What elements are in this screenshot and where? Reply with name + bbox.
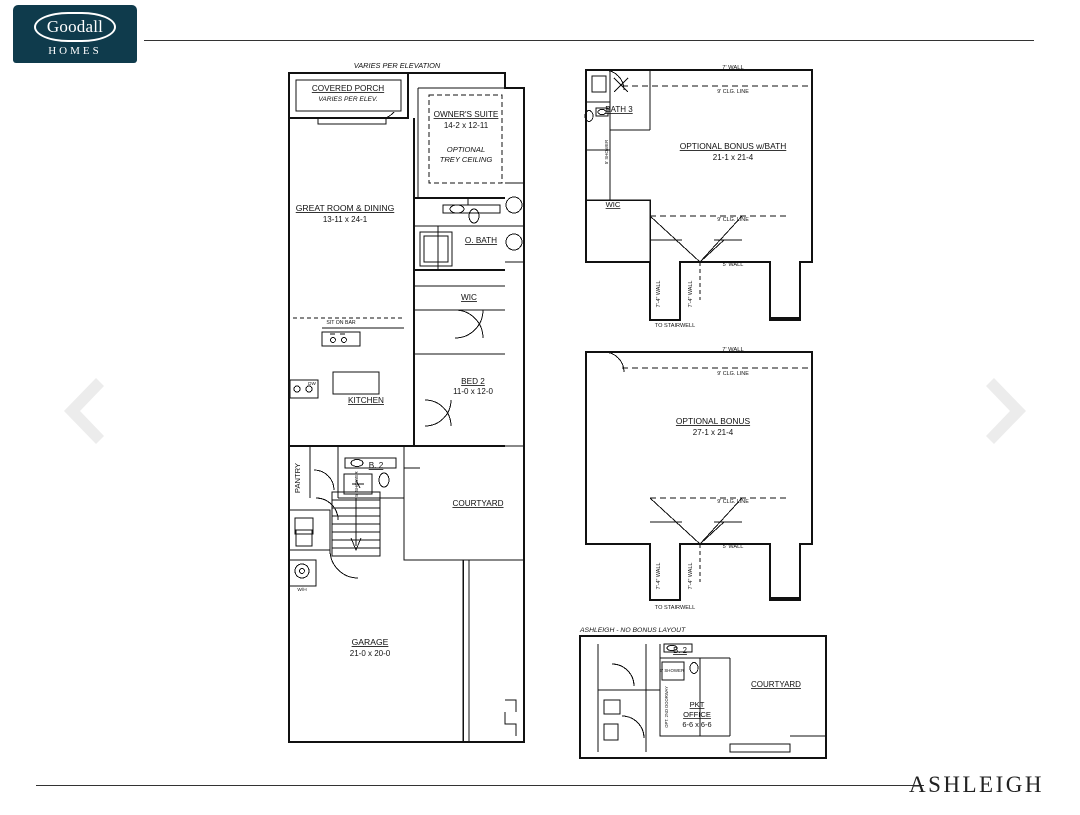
plan-title: ASHLEIGH	[909, 772, 1044, 797]
label-bonus-to-stairwell: TO STAIRWELL	[654, 605, 696, 611]
label-bonus-bath-to-stairwell: TO STAIRWELL	[654, 323, 696, 329]
label-shower-bath3: 5' SHOWER	[604, 139, 609, 165]
label-optional-bonus-with-bath: OPTIONAL BONUS w/BATH	[679, 141, 787, 151]
label-bonus-clg-9b: 9' CLG. LINE	[717, 499, 749, 505]
label-covered-porch: COVERED PORCH	[311, 84, 385, 93]
label-courtyard-main: COURTYARD	[452, 499, 504, 508]
label-wic-main: WIC	[461, 293, 477, 302]
label-bed-2-dims: 11-0 x 12-0	[453, 387, 493, 396]
label-bonus-bath-wall-5: 5' WALL	[722, 262, 744, 268]
label-sit-on-bar: SIT ON BAR	[326, 320, 356, 326]
label-owners-suite-dims: 14-2 x 12-11	[443, 121, 489, 130]
label-great-room: GREAT ROOM & DINING	[295, 203, 395, 213]
label-shower-main: 5' SHOWER	[354, 471, 359, 497]
label-bath-2-no-bonus: B. 2	[673, 646, 687, 655]
label-shower-no-bonus: 5' SHOWER	[659, 668, 685, 673]
label-pkt-office-dims: 6-6 x 6-6	[682, 720, 712, 729]
label-bath-3: BATH 3	[605, 105, 633, 114]
label-garage: GARAGE	[351, 637, 389, 647]
label-optional-bonus: OPTIONAL BONUS	[675, 416, 751, 426]
label-garage-dims: 21-0 x 20-0	[349, 649, 391, 658]
label-office: OFFICE	[683, 710, 711, 719]
label-wic-bonus: WIC	[605, 200, 621, 209]
label-dw: DW	[308, 381, 316, 386]
label-bed-2: BED 2	[461, 377, 485, 386]
label-optional-trey-1: OPTIONAL	[446, 145, 486, 154]
label-kitchen: KITCHEN	[348, 396, 384, 405]
brand-subtitle: HOMES	[48, 44, 102, 57]
label-opt-2nd-doorway: OPT. 2ND DOORWAY	[664, 686, 669, 728]
label-bonus-wall-7: 7' WALL	[722, 347, 744, 353]
label-bath-2-main: B. 2	[368, 461, 384, 470]
label-bonus-bath-clg-9b: 9' CLG. LINE	[717, 217, 749, 223]
label-covered-porch-dims: VARIES PER ELEV.	[318, 96, 378, 103]
label-courtyard-no-bonus: COURTYARD	[751, 680, 801, 689]
label-optional-bonus-with-bath-dims: 21-1 x 21-4	[712, 153, 754, 162]
label-owners-suite: OWNER'S SUITE	[433, 110, 499, 119]
label-bonus-wall-74-right: 7'-4" WALL	[688, 562, 694, 590]
label-great-room-dims: 13-11 x 24-1	[322, 215, 368, 224]
label-bonus-clg-9: 9' CLG. LINE	[717, 371, 749, 377]
brand-name: Goodall	[34, 12, 116, 42]
label-bonus-bath-clg-9: 9' CLG. LINE	[717, 89, 749, 95]
label-bonus-bath-wall-74-left: 7'-4" WALL	[656, 280, 662, 308]
label-bonus-bath-wall-74-right: 7'-4" WALL	[688, 280, 694, 308]
label-bonus-bath-wall-7: 7' WALL	[722, 65, 744, 71]
label-owner-bath: O. BATH	[464, 236, 498, 245]
label-pantry: PANTRY	[293, 462, 302, 494]
label-bonus-wall-5: 5' WALL	[722, 544, 744, 550]
label-water-heater: W/H	[297, 588, 307, 593]
label-varies-per-elevation: VARIES PER ELEVATION	[353, 61, 441, 70]
label-bonus-wall-74-left: 7'-4" WALL	[656, 562, 662, 590]
label-optional-trey-2: TREY CEILING	[439, 155, 493, 164]
label-no-bonus-layout-title: ASHLEIGH - NO BONUS LAYOUT	[580, 627, 686, 634]
label-optional-bonus-dims: 27-1 x 21-4	[692, 428, 734, 437]
label-pkt: PKT	[689, 700, 705, 709]
